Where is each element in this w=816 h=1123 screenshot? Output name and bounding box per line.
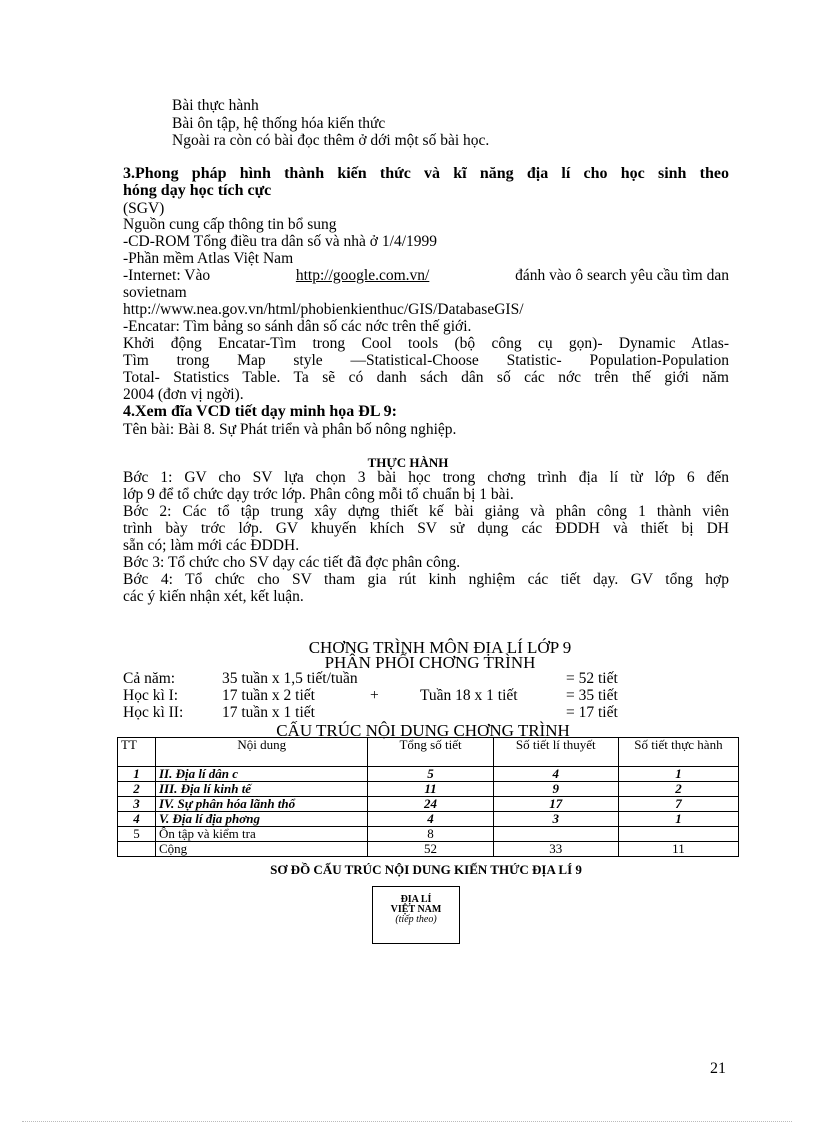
table-row (118, 767, 739, 782)
cell-practice: 1 (618, 767, 738, 782)
practice-line-3: Bớc 2: Các tổ tập trung xây dựng thiết kế bài giảng và phân công 1 thành viên (123, 503, 729, 520)
section-3-line-12: 2004 (đơn vị ngời). (123, 386, 244, 403)
section-3-line-9: Khởi động Encatar-Tìm trong Cool tools (bộ công cụ gọn)- Dynamic Atlas- (123, 335, 729, 352)
structure-title: CẤU TRÚC NỘI DUNG CHƠNG TRÌNH (276, 721, 570, 740)
header-total: Tổng số tiết (368, 738, 493, 767)
diagram-box (372, 886, 460, 944)
section-3-internet-line (123, 268, 729, 284)
schedule-a-1: 17 tuần x 2 tiết (222, 687, 315, 704)
cell-practice: 2 (618, 782, 738, 797)
cell-theory: 9 (493, 782, 618, 797)
cell-tt: 2 (118, 782, 156, 797)
practice-line-6: Bớc 3: Tổ chức cho SV dạy các tiết đã đợc phân công. (123, 554, 461, 571)
section-3-line-8: -Encatar: Tìm bảng so sánh dân số các nớc trên thế giới. (123, 318, 472, 335)
cell-theory (493, 827, 618, 842)
section-3-line-6: sovietnam (123, 284, 187, 301)
schedule-label-0: Cả năm: (123, 670, 176, 687)
page-edge (22, 1121, 792, 1122)
schedule-total-1: = 35 tiết (566, 687, 618, 704)
table-row (118, 797, 739, 812)
intro-line-2: Bài ôn tập, hệ thống hóa kiến thức (172, 115, 386, 132)
practice-line-4: trình bày trớc lớp. GV khuyến khích SV sử dụng các ĐDDH và thiết bị DH (123, 520, 729, 537)
cell-theory: 4 (493, 767, 618, 782)
section-3-heading-line-2: hóng dạy học tích cực (123, 182, 272, 199)
schedule-label-2: Học kì II: (123, 704, 184, 721)
cell-total: 24 (368, 797, 493, 812)
schedule-label-1: Học kì I: (123, 687, 179, 704)
cell-total: 11 (368, 782, 493, 797)
nea-link[interactable]: http://www.nea.gov.vn/html/phobienkienthuc/GIS/DatabaseGIS/ (123, 301, 524, 318)
cell-theory: 33 (493, 842, 618, 857)
header-content: Nội dung (155, 738, 367, 767)
intro-line-1: Bài thực hành (172, 97, 259, 114)
distribution-title: PHÂN PHỐI CHƠNG TRÌNH (324, 653, 536, 672)
cell-tt: 5 (118, 827, 156, 842)
section-3-heading-line-1: 3.Phong pháp hình thành kiến thức và kĩ năng địa lí cho học sinh theo (123, 165, 729, 182)
program-title: CHƠNG TRÌNH MÔN ĐỊA LÍ LỚP 9 (308, 638, 572, 657)
practice-line-8: các ý kiến nhận xét, kết luận. (123, 588, 304, 605)
cell-content: Cộng (155, 842, 367, 857)
schedule-total-0: = 52 tiết (566, 670, 618, 687)
practice-line-5: sẵn có; làm mới các ĐDDH. (123, 537, 300, 554)
schedule-a-0: 35 tuần x 1,5 tiết/tuần (222, 670, 358, 687)
cell-content: II. Địa lí dân c (155, 767, 367, 782)
section-3-line-1: (SGV) (123, 200, 165, 217)
practice-line-7: Bớc 4: Tổ chức cho SV tham gia rút kinh nghiệm các tiết dạy. GV tổng hợp (123, 571, 729, 588)
cell-content: Ôn tập và kiểm tra (155, 827, 367, 842)
cell-content: IV. Sự phân hóa lãnh thổ (155, 797, 367, 812)
section-3-line-10: Tìm trong Map style —Statistical-Choose Statistic- Population-Population (123, 352, 729, 369)
intro-line-3: Ngoài ra còn có bài đọc thêm ở dới một số bài học. (172, 132, 490, 149)
practice-line-2: lớp 9 để tổ chức dạy trớc lớp. Phân công mỗi tổ chuẩn bị 1 bài. (123, 486, 514, 503)
cell-tt: 1 (118, 767, 156, 782)
cell-tt: 3 (118, 797, 156, 812)
section-3-line-3: -CD-ROM Tổng điều tra dân số và nhà ở 1/4/1999 (123, 233, 437, 250)
cell-tt (118, 842, 156, 857)
cell-practice: 11 (618, 842, 738, 857)
internet-instruction: đánh vào ô search yêu cầu tìm dan (515, 267, 729, 284)
schedule-total-2: = 17 tiết (566, 704, 618, 721)
table-total-row (118, 842, 739, 857)
section-4-heading: 4.Xem đĩa VCD tiết dạy minh họa ĐL 9: (123, 403, 397, 420)
cell-content: V. Địa lí địa phơng (155, 812, 367, 827)
schedule-plus-1: + (370, 687, 379, 704)
cell-practice: 1 (618, 812, 738, 827)
header-theory: Số tiết lí thuyết (493, 738, 618, 767)
cell-total: 8 (368, 827, 493, 842)
schedule-a-2: 17 tuần x 1 tiết (222, 704, 315, 721)
table-row (118, 812, 739, 827)
section-3-line-11: Total- Statistics Table. Ta sẽ có danh sách dân số các nớc trên thế giới năm (123, 369, 729, 386)
diagram-box-line-3: (tiếp theo) (395, 914, 437, 925)
table-header-row (118, 738, 739, 767)
cell-content: III. Địa lí kinh tế (155, 782, 367, 797)
google-link[interactable]: http://google.com.vn/ (295, 267, 430, 284)
table-row (118, 827, 739, 842)
cell-practice (618, 827, 738, 842)
header-tt: TT (118, 738, 156, 767)
internet-label: -Internet: Vào (123, 267, 211, 284)
diagram-box-line-2: VIỆT NAM (390, 904, 442, 915)
cell-total: 4 (368, 812, 493, 827)
diagram-box-line-1: ĐỊA LÍ (400, 894, 432, 905)
cell-theory: 17 (493, 797, 618, 812)
section-4-line: Tên bài: Bài 8. Sự Phát triển và phân bố nông nghiệp. (123, 421, 457, 438)
cell-practice: 7 (618, 797, 738, 812)
section-3-line-2: Nguồn cung cấp thông tin bổ sung (123, 216, 337, 233)
structure-table (117, 737, 739, 857)
table-row (118, 782, 739, 797)
cell-total: 5 (368, 767, 493, 782)
cell-tt: 4 (118, 812, 156, 827)
header-practice: Số tiết thực hành (618, 738, 738, 767)
cell-total: 52 (368, 842, 493, 857)
section-3-line-4: -Phần mềm Atlas Việt Nam (123, 250, 294, 267)
diagram-title: SƠ ĐỒ CẤU TRÚC NỘI DUNG KIẾN THỨC ĐỊA LÍ 9 (270, 862, 582, 877)
practice-line-1: Bớc 1: GV cho SV lựa chọn 3 bài học trong chơng trình địa lí từ lớp 6 đến (123, 469, 729, 486)
practice-title: THỰC HÀNH (367, 455, 449, 470)
cell-theory: 3 (493, 812, 618, 827)
schedule-b-1: Tuần 18 x 1 tiết (420, 687, 518, 704)
page-number: 21 (710, 1060, 726, 1077)
